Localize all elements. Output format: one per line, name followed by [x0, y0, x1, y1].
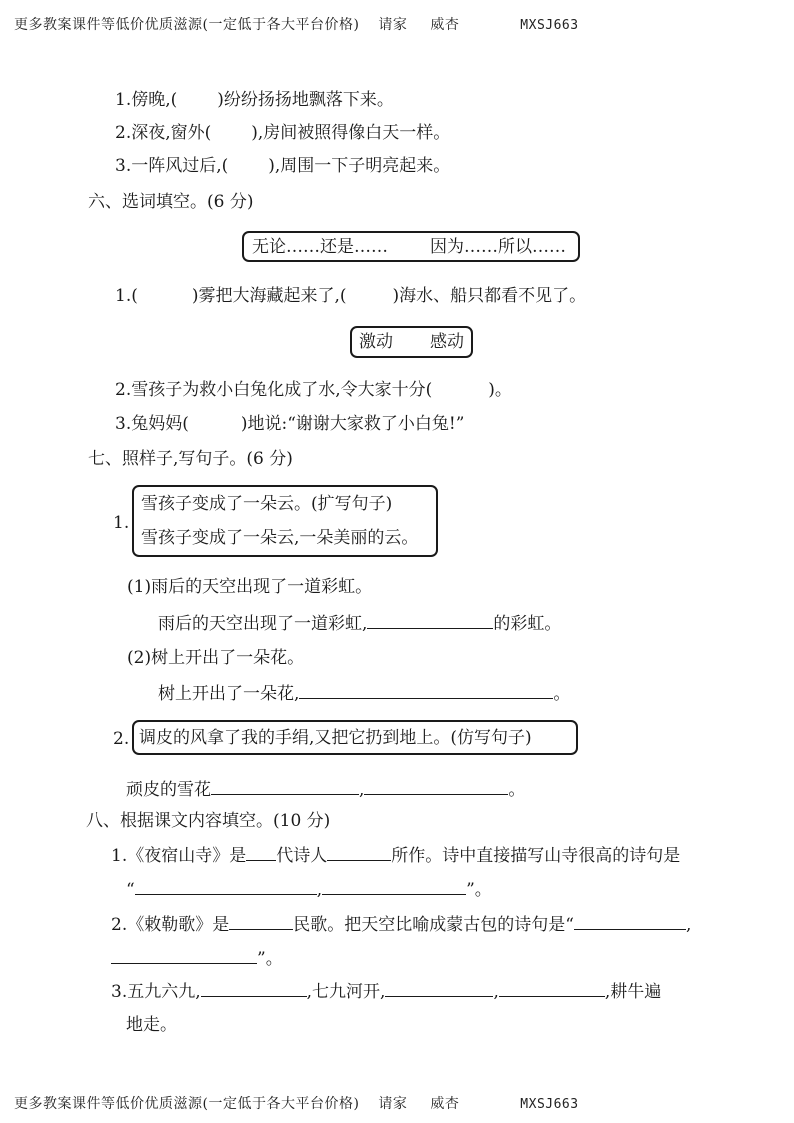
blank[interactable]: [574, 911, 686, 930]
blank[interactable]: [299, 680, 553, 699]
section-8-title: 八、根据课文内容填空。(10 分): [86, 811, 331, 831]
s8-question-3-line-1: 3.五九六九, ,七九河开, , ,耕牛遍: [111, 978, 661, 1004]
blank[interactable]: [211, 776, 359, 795]
blank[interactable]: [111, 945, 257, 964]
s7-sub-answer-2: 树上开出了一朵花, 。: [158, 680, 570, 706]
s7-sub-question-1: (1)雨后的天空出现了一道彩虹。: [127, 577, 373, 597]
word-box-1: [242, 231, 580, 262]
example-1-number: 1.: [113, 513, 130, 533]
blank[interactable]: [364, 776, 508, 795]
word-box-1-option-1: 无论……还是……: [252, 237, 388, 257]
blank[interactable]: [229, 911, 293, 930]
word-box-1-option-2: 因为……所以……: [430, 237, 566, 257]
blank[interactable]: [499, 978, 605, 997]
example-2-box: [132, 720, 578, 755]
s6-question-1: 1.( )雾把大海藏起来了,( )海水、船只都看不见了。: [115, 286, 587, 306]
blank[interactable]: [367, 610, 493, 629]
s6-question-3: 3.兔妈妈( )地说:“谢谢大家救了小白兔!”: [115, 414, 465, 434]
footer-code: MXSJ663: [520, 1097, 579, 1112]
blank[interactable]: [246, 842, 276, 861]
example-1-box: [132, 485, 438, 557]
section-6-title: 六、选词填空。(6 分): [88, 192, 254, 212]
header-contact-1: 请家: [378, 17, 408, 33]
s7-sub-answer-1: 雨后的天空出现了一道彩虹, 的彩虹。: [158, 610, 561, 636]
blank[interactable]: [327, 842, 391, 861]
s7-example-2-answer: 顽皮的雪花 , 。: [126, 776, 525, 802]
s8-question-3-line-2: 地走。: [126, 1015, 177, 1035]
word-box-2-option-2: 感动: [430, 332, 464, 352]
blank[interactable]: [385, 978, 493, 997]
example-1-original: 雪孩子变成了一朵云。(扩写句子): [141, 494, 393, 514]
page-footer: [14, 1093, 579, 1113]
header-contact-2: 威杏: [430, 17, 460, 33]
s5-question-3: 3.一阵风过后,( ),周围一下子明亮起来。: [115, 156, 451, 176]
section-7-title: 七、照样子,写句子。(6 分): [88, 449, 293, 469]
s7-sub-question-2: (2)树上开出了一朵花。: [127, 648, 305, 668]
s8-question-2-line-2: ”。: [111, 945, 283, 971]
example-1-expanded: 雪孩子变成了一朵云,一朵美丽的云。: [141, 528, 419, 548]
footer-contact-2: 威杏: [430, 1096, 460, 1112]
s8-question-2-line-1: 2.《敕勒歌》是 民歌。把天空比喻成蒙古包的诗句是“ ,: [111, 911, 691, 937]
example-2-number: 2.: [113, 729, 130, 749]
s8-question-1-line-2: “ , ”。: [126, 876, 492, 902]
word-box-2: [350, 326, 473, 358]
s5-question-2: 2.深夜,窗外( ),房间被照得像白天一样。: [115, 123, 451, 143]
s8-question-1-line-1: 1.《夜宿山寺》是 代诗人 所作。诗中直接描写山寺很高的诗句是: [111, 842, 680, 868]
footer-contact-1: 请家: [378, 1096, 408, 1112]
blank[interactable]: [322, 876, 466, 895]
header-code: MXSJ663: [520, 18, 579, 33]
footer-text: 更多教案课件等低价优质滋源(一定低于各大平台价格): [14, 1096, 360, 1112]
s5-question-1: 1.傍晚,( )纷纷扬扬地飘落下来。: [115, 90, 394, 110]
blank[interactable]: [135, 876, 317, 895]
word-box-2-option-1: 激动: [359, 332, 393, 352]
example-2-text: 调皮的风拿了我的手绢,又把它扔到地上。(仿写句子): [139, 728, 532, 748]
s6-question-2: 2.雪孩子为救小白兔化成了水,令大家十分( )。: [115, 380, 512, 400]
page-header: [14, 14, 579, 34]
header-text: 更多教案课件等低价优质滋源(一定低于各大平台价格): [14, 17, 360, 33]
blank[interactable]: [201, 978, 307, 997]
